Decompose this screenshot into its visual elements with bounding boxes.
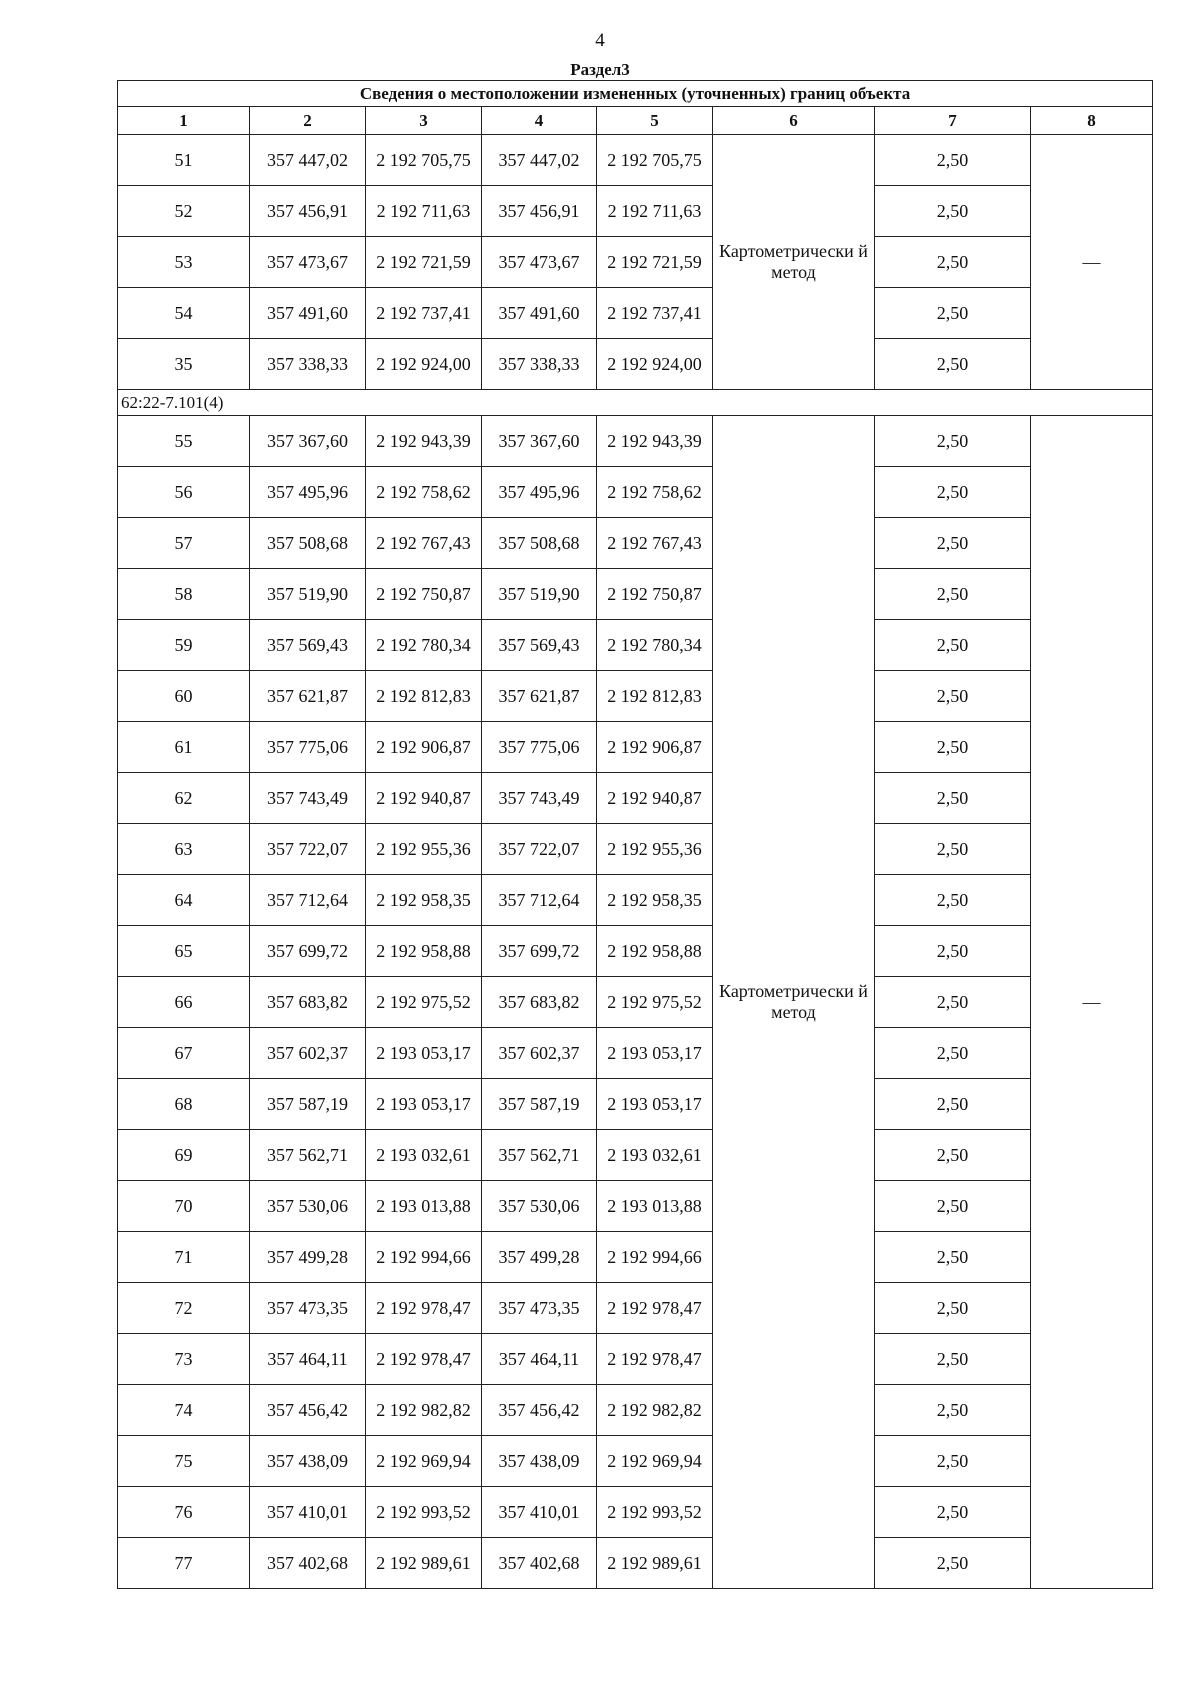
accuracy-cell: 2,50 <box>875 1283 1031 1334</box>
x-new-cell: 357 683,82 <box>482 977 597 1028</box>
point-number-cell: 66 <box>118 977 250 1028</box>
point-number-cell: 53 <box>118 237 250 288</box>
table-row <box>118 875 1153 926</box>
point-number-cell: 63 <box>118 824 250 875</box>
group-label: 62:22-7.101(4) <box>118 390 1153 416</box>
point-number-cell: 52 <box>118 186 250 237</box>
y-existing-cell: 2 192 994,66 <box>366 1232 482 1283</box>
x-existing-cell: 357 447,02 <box>250 135 366 186</box>
x-existing-cell: 357 473,35 <box>250 1283 366 1334</box>
table-row <box>118 1436 1153 1487</box>
y-new-cell: 2 192 978,47 <box>597 1283 713 1334</box>
table-row <box>118 773 1153 824</box>
y-existing-cell: 2 192 989,61 <box>366 1538 482 1589</box>
x-existing-cell: 357 530,06 <box>250 1181 366 1232</box>
y-existing-cell: 2 192 955,36 <box>366 824 482 875</box>
x-existing-cell: 357 438,09 <box>250 1436 366 1487</box>
page-number: 4 <box>595 30 605 51</box>
point-number-cell: 61 <box>118 722 250 773</box>
x-new-cell: 357 402,68 <box>482 1538 597 1589</box>
y-existing-cell: 2 192 982,82 <box>366 1385 482 1436</box>
accuracy-cell: 2,50 <box>875 1487 1031 1538</box>
table-row <box>118 1334 1153 1385</box>
table-row <box>118 1487 1153 1538</box>
table-header-row <box>118 107 1153 135</box>
y-existing-cell: 2 192 750,87 <box>366 569 482 620</box>
x-new-cell: 357 712,64 <box>482 875 597 926</box>
accuracy-cell: 2,50 <box>875 1385 1031 1436</box>
y-existing-cell: 2 192 721,59 <box>366 237 482 288</box>
x-existing-cell: 357 367,60 <box>250 416 366 467</box>
point-number-cell: 72 <box>118 1283 250 1334</box>
x-new-cell: 357 722,07 <box>482 824 597 875</box>
x-new-cell: 357 743,49 <box>482 773 597 824</box>
accuracy-cell: 2,50 <box>875 1130 1031 1181</box>
x-existing-cell: 357 519,90 <box>250 569 366 620</box>
table-row <box>118 1385 1153 1436</box>
x-existing-cell: 357 712,64 <box>250 875 366 926</box>
point-number-cell: 75 <box>118 1436 250 1487</box>
table-row <box>118 416 1153 467</box>
method-cell: Картометрически й метод <box>713 416 875 1589</box>
point-number-cell: 55 <box>118 416 250 467</box>
point-number-cell: 74 <box>118 1385 250 1436</box>
y-existing-cell: 2 192 958,88 <box>366 926 482 977</box>
x-new-cell: 357 499,28 <box>482 1232 597 1283</box>
x-new-cell: 357 464,11 <box>482 1334 597 1385</box>
x-existing-cell: 357 508,68 <box>250 518 366 569</box>
column-header: 5 <box>597 107 713 135</box>
y-new-cell: 2 192 780,34 <box>597 620 713 671</box>
accuracy-cell: 2,50 <box>875 237 1031 288</box>
point-number-cell: 62 <box>118 773 250 824</box>
x-existing-cell: 357 464,11 <box>250 1334 366 1385</box>
column-header: 1 <box>118 107 250 135</box>
accuracy-cell: 2,50 <box>875 288 1031 339</box>
x-new-cell: 357 775,06 <box>482 722 597 773</box>
point-number-cell: 35 <box>118 339 250 390</box>
y-existing-cell: 2 193 053,17 <box>366 1028 482 1079</box>
x-new-cell: 357 456,91 <box>482 186 597 237</box>
accuracy-cell: 2,50 <box>875 1232 1031 1283</box>
y-existing-cell: 2 192 975,52 <box>366 977 482 1028</box>
x-existing-cell: 357 473,67 <box>250 237 366 288</box>
x-existing-cell: 357 683,82 <box>250 977 366 1028</box>
y-new-cell: 2 192 705,75 <box>597 135 713 186</box>
accuracy-cell: 2,50 <box>875 1028 1031 1079</box>
point-number-cell: 68 <box>118 1079 250 1130</box>
table-row <box>118 926 1153 977</box>
y-existing-cell: 2 192 958,35 <box>366 875 482 926</box>
x-new-cell: 357 562,71 <box>482 1130 597 1181</box>
accuracy-cell: 2,50 <box>875 518 1031 569</box>
y-existing-cell: 2 192 758,62 <box>366 467 482 518</box>
point-number-cell: 77 <box>118 1538 250 1589</box>
accuracy-cell: 2,50 <box>875 1436 1031 1487</box>
table-row <box>118 977 1153 1028</box>
y-existing-cell: 2 192 943,39 <box>366 416 482 467</box>
note-cell: — <box>1031 416 1153 1589</box>
column-header: 8 <box>1031 107 1153 135</box>
x-existing-cell: 357 621,87 <box>250 671 366 722</box>
table-row <box>118 288 1153 339</box>
method-cell: Картометрически й метод <box>713 135 875 390</box>
y-new-cell: 2 192 711,63 <box>597 186 713 237</box>
x-existing-cell: 357 338,33 <box>250 339 366 390</box>
accuracy-cell: 2,50 <box>875 977 1031 1028</box>
x-existing-cell: 357 410,01 <box>250 1487 366 1538</box>
point-number-cell: 73 <box>118 1334 250 1385</box>
table-row <box>118 722 1153 773</box>
point-number-cell: 59 <box>118 620 250 671</box>
y-existing-cell: 2 192 812,83 <box>366 671 482 722</box>
x-new-cell: 357 367,60 <box>482 416 597 467</box>
y-new-cell: 2 192 812,83 <box>597 671 713 722</box>
y-existing-cell: 2 192 940,87 <box>366 773 482 824</box>
point-number-cell: 57 <box>118 518 250 569</box>
table-row <box>118 671 1153 722</box>
y-existing-cell: 2 192 737,41 <box>366 288 482 339</box>
y-new-cell: 2 192 982,82 <box>597 1385 713 1436</box>
accuracy-cell: 2,50 <box>875 722 1031 773</box>
point-number-cell: 65 <box>118 926 250 977</box>
x-existing-cell: 357 743,49 <box>250 773 366 824</box>
x-existing-cell: 357 495,96 <box>250 467 366 518</box>
accuracy-cell: 2,50 <box>875 467 1031 518</box>
x-existing-cell: 357 602,37 <box>250 1028 366 1079</box>
section-title: Раздел3 <box>570 60 630 79</box>
table-row <box>118 1028 1153 1079</box>
point-number-cell: 70 <box>118 1181 250 1232</box>
y-new-cell: 2 192 750,87 <box>597 569 713 620</box>
group-label-row <box>118 390 1153 416</box>
x-new-cell: 357 508,68 <box>482 518 597 569</box>
accuracy-cell: 2,50 <box>875 773 1031 824</box>
accuracy-cell: 2,50 <box>875 1538 1031 1589</box>
table-row <box>118 1079 1153 1130</box>
y-new-cell: 2 192 955,36 <box>597 824 713 875</box>
y-new-cell: 2 192 958,88 <box>597 926 713 977</box>
y-new-cell: 2 192 958,35 <box>597 875 713 926</box>
table-row <box>118 339 1153 390</box>
x-existing-cell: 357 499,28 <box>250 1232 366 1283</box>
point-number-cell: 51 <box>118 135 250 186</box>
accuracy-cell: 2,50 <box>875 1181 1031 1232</box>
table-body <box>118 81 1153 1589</box>
accuracy-cell: 2,50 <box>875 1334 1031 1385</box>
accuracy-cell: 2,50 <box>875 926 1031 977</box>
x-new-cell: 357 410,01 <box>482 1487 597 1538</box>
y-new-cell: 2 192 969,94 <box>597 1436 713 1487</box>
table-row <box>118 824 1153 875</box>
y-new-cell: 2 192 978,47 <box>597 1334 713 1385</box>
coordinates-table <box>117 80 1153 1589</box>
y-new-cell: 2 192 737,41 <box>597 288 713 339</box>
table-row <box>118 186 1153 237</box>
y-new-cell: 2 192 940,87 <box>597 773 713 824</box>
x-new-cell: 357 602,37 <box>482 1028 597 1079</box>
x-new-cell: 357 473,35 <box>482 1283 597 1334</box>
point-number-cell: 54 <box>118 288 250 339</box>
y-new-cell: 2 193 053,17 <box>597 1028 713 1079</box>
y-new-cell: 2 193 053,17 <box>597 1079 713 1130</box>
x-new-cell: 357 699,72 <box>482 926 597 977</box>
column-header: 2 <box>250 107 366 135</box>
point-number-cell: 76 <box>118 1487 250 1538</box>
table-row <box>118 620 1153 671</box>
x-new-cell: 357 569,43 <box>482 620 597 671</box>
y-existing-cell: 2 193 053,17 <box>366 1079 482 1130</box>
y-existing-cell: 2 192 993,52 <box>366 1487 482 1538</box>
accuracy-cell: 2,50 <box>875 671 1031 722</box>
y-existing-cell: 2 192 711,63 <box>366 186 482 237</box>
x-existing-cell: 357 562,71 <box>250 1130 366 1181</box>
table-row <box>118 1283 1153 1334</box>
point-number-cell: 67 <box>118 1028 250 1079</box>
x-existing-cell: 357 456,91 <box>250 186 366 237</box>
y-new-cell: 2 192 924,00 <box>597 339 713 390</box>
x-existing-cell: 357 587,19 <box>250 1079 366 1130</box>
point-number-cell: 58 <box>118 569 250 620</box>
table-row <box>118 1232 1153 1283</box>
table-row <box>118 1181 1153 1232</box>
y-existing-cell: 2 192 978,47 <box>366 1283 482 1334</box>
y-new-cell: 2 192 989,61 <box>597 1538 713 1589</box>
x-new-cell: 357 530,06 <box>482 1181 597 1232</box>
column-header: 7 <box>875 107 1031 135</box>
x-new-cell: 357 438,09 <box>482 1436 597 1487</box>
x-new-cell: 357 338,33 <box>482 339 597 390</box>
y-existing-cell: 2 192 978,47 <box>366 1334 482 1385</box>
accuracy-cell: 2,50 <box>875 569 1031 620</box>
y-new-cell: 2 192 906,87 <box>597 722 713 773</box>
x-new-cell: 357 491,60 <box>482 288 597 339</box>
y-existing-cell: 2 193 032,61 <box>366 1130 482 1181</box>
y-new-cell: 2 192 993,52 <box>597 1487 713 1538</box>
accuracy-cell: 2,50 <box>875 1079 1031 1130</box>
x-new-cell: 357 447,02 <box>482 135 597 186</box>
accuracy-cell: 2,50 <box>875 186 1031 237</box>
y-existing-cell: 2 193 013,88 <box>366 1181 482 1232</box>
y-existing-cell: 2 192 906,87 <box>366 722 482 773</box>
x-existing-cell: 357 775,06 <box>250 722 366 773</box>
x-new-cell: 357 587,19 <box>482 1079 597 1130</box>
point-number-cell: 60 <box>118 671 250 722</box>
point-number-cell: 64 <box>118 875 250 926</box>
accuracy-cell: 2,50 <box>875 339 1031 390</box>
x-existing-cell: 357 569,43 <box>250 620 366 671</box>
table-row <box>118 1538 1153 1589</box>
y-new-cell: 2 192 721,59 <box>597 237 713 288</box>
y-existing-cell: 2 192 780,34 <box>366 620 482 671</box>
y-new-cell: 2 193 032,61 <box>597 1130 713 1181</box>
note-cell: — <box>1031 135 1153 390</box>
x-existing-cell: 357 491,60 <box>250 288 366 339</box>
x-new-cell: 357 473,67 <box>482 237 597 288</box>
y-existing-cell: 2 192 969,94 <box>366 1436 482 1487</box>
accuracy-cell: 2,50 <box>875 824 1031 875</box>
x-new-cell: 357 519,90 <box>482 569 597 620</box>
y-new-cell: 2 192 975,52 <box>597 977 713 1028</box>
table-row <box>118 135 1153 186</box>
table-row <box>118 518 1153 569</box>
y-existing-cell: 2 192 924,00 <box>366 339 482 390</box>
x-existing-cell: 357 402,68 <box>250 1538 366 1589</box>
accuracy-cell: 2,50 <box>875 135 1031 186</box>
y-new-cell: 2 192 767,43 <box>597 518 713 569</box>
point-number-cell: 71 <box>118 1232 250 1283</box>
y-new-cell: 2 192 943,39 <box>597 416 713 467</box>
x-new-cell: 357 456,42 <box>482 1385 597 1436</box>
table-row <box>118 467 1153 518</box>
y-existing-cell: 2 192 705,75 <box>366 135 482 186</box>
accuracy-cell: 2,50 <box>875 416 1031 467</box>
accuracy-cell: 2,50 <box>875 875 1031 926</box>
point-number-cell: 69 <box>118 1130 250 1181</box>
y-new-cell: 2 192 758,62 <box>597 467 713 518</box>
x-new-cell: 357 621,87 <box>482 671 597 722</box>
y-existing-cell: 2 192 767,43 <box>366 518 482 569</box>
column-header: 3 <box>366 107 482 135</box>
y-new-cell: 2 192 994,66 <box>597 1232 713 1283</box>
column-header: 6 <box>713 107 875 135</box>
table-row <box>118 237 1153 288</box>
column-header: 4 <box>482 107 597 135</box>
table-row <box>118 569 1153 620</box>
table-row <box>118 1130 1153 1181</box>
x-existing-cell: 357 699,72 <box>250 926 366 977</box>
table-caption-row <box>118 81 1153 107</box>
x-existing-cell: 357 722,07 <box>250 824 366 875</box>
table-caption: Сведения о местоположении измененных (уточненных) границ объекта <box>118 81 1153 107</box>
y-new-cell: 2 193 013,88 <box>597 1181 713 1232</box>
point-number-cell: 56 <box>118 467 250 518</box>
x-new-cell: 357 495,96 <box>482 467 597 518</box>
x-existing-cell: 357 456,42 <box>250 1385 366 1436</box>
accuracy-cell: 2,50 <box>875 620 1031 671</box>
